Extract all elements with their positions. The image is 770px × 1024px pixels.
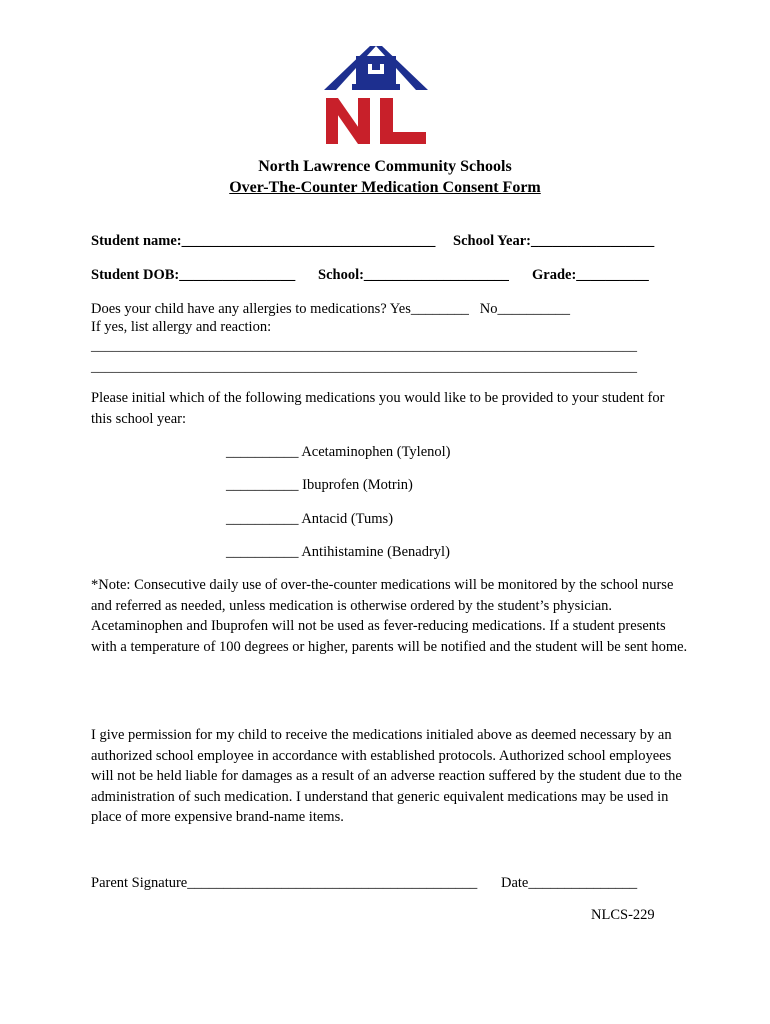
permission-paragraph: I give permission for my child to receive the medications initialed above as deemed necessary by an authorized school employee in accordance with established protocols. Authorized school employees will not be held liable for damages as a result of an adverse reaction suffered by the student due to the administration of such medication. I understand that generic equivalent medications may be used in place of more expensive brand-name items. <box>91 727 682 825</box>
allergy-question[interactable]: Does your child have any allergies to medications? Yes________ No__________ <box>91 301 570 317</box>
grade-field[interactable]: Grade:__________ <box>532 267 649 283</box>
medication-item-antacid[interactable]: __________ Antacid (Tums) <box>226 511 394 527</box>
medication-item-acetaminophen[interactable]: __________ Acetaminophen (Tylenol) <box>226 444 451 460</box>
school-name: North Lawrence Community Schools <box>258 158 512 175</box>
logo-l-foot <box>380 132 426 144</box>
school-logo <box>322 44 430 150</box>
note-paragraph: *Note: Consecutive daily use of over-the-counter medications will be monitored by the school nurse and referred as needed, unless medication is otherwise ordered by the student’s physician. Acetaminophen and Ibuprofen will not be used as fever-reducing medications. If a student presents with a temperature of 100 degrees or higher, parents will be notified and the student will be sent home. <box>91 577 688 655</box>
allergy-list-prompt: If yes, list allergy and reaction: <box>91 319 272 335</box>
school-year-field[interactable]: School Year:_________________ <box>453 233 655 249</box>
logo-text: NL <box>376 148 378 149</box>
form-code: NLCS-229 <box>591 907 655 923</box>
student-dob-field[interactable]: Student DOB:________________ <box>91 267 296 283</box>
parent-signature-field[interactable]: Parent Signature________________________________________ <box>91 875 478 891</box>
form-title: Over-The-Counter Medication Consent Form <box>229 179 541 196</box>
student-name-field[interactable]: Student name:___________________________________ <box>91 233 436 249</box>
allergy-line-2[interactable]: ______________________________________________________________________________ <box>91 360 637 375</box>
tower-base <box>352 84 400 90</box>
logo-n-right <box>358 98 370 144</box>
date-field[interactable]: Date_______________ <box>501 875 638 891</box>
medication-intro: Please initial which of the following medications you would like to be provided to your student for this school year: <box>91 390 665 427</box>
medication-item-antihistamine[interactable]: __________ Antihistamine (Benadryl) <box>226 544 450 560</box>
allergy-line-1[interactable]: ______________________________________________________________________________ <box>91 339 637 354</box>
school-field[interactable]: School:____________________ <box>318 267 509 283</box>
medication-item-ibuprofen[interactable]: __________ Ibuprofen (Motrin) <box>226 477 413 493</box>
